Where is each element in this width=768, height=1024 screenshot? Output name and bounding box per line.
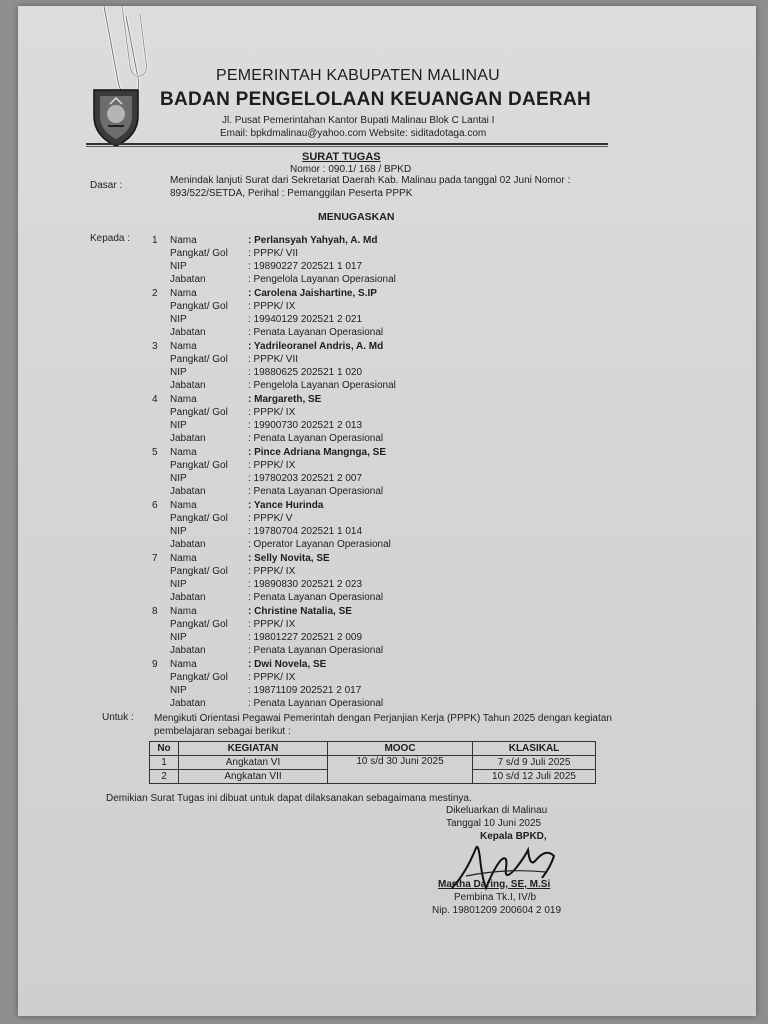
- field-label-jabatan: Jabatan: [170, 698, 206, 709]
- person-nama: : Dwi Novela, SE: [248, 659, 327, 670]
- field-label-jabatan: Jabatan: [170, 645, 206, 656]
- field-label-pangkat: Pangkat/ Gol: [170, 619, 228, 630]
- person-pangkat: : PPPK/ IX: [248, 460, 296, 471]
- kepada-label: Kepada :: [90, 233, 131, 244]
- header-contact: Email: bpkdmalinau@yahoo.com Website: siditadotaga.com: [220, 128, 487, 139]
- sign-name: Martha Daring, SE, M.Si: [438, 879, 551, 890]
- header-line2: BADAN PENGELOLAAN KEUANGAN DAERAH: [160, 89, 592, 110]
- untuk-text: Mengikuti Orientasi Pegawai Pemerintah dengan Perjanjian Kerja (PPPK) Tahun 2025 dengan kegiatan pembelajaran sebagai berikut :: [154, 713, 612, 737]
- person-pangkat: : PPPK/ IX: [248, 301, 296, 312]
- document-page: [18, 6, 756, 1016]
- cell-mooc: 10 s/d 30 Juni 2025: [328, 756, 473, 784]
- field-label-nip: NIP: [170, 261, 187, 272]
- field-label-nip: NIP: [170, 473, 187, 484]
- person-number: 5: [152, 447, 158, 458]
- person-nama: : Selly Novita, SE: [248, 553, 330, 564]
- sign-rank: Pembina Tk.I, IV/b: [454, 892, 537, 903]
- cell-no: 1: [150, 756, 179, 770]
- field-label-nip: NIP: [170, 314, 187, 325]
- person-number: 1: [152, 235, 158, 246]
- person-number: 9: [152, 659, 158, 670]
- person-pangkat: : PPPK/ VII: [248, 248, 299, 259]
- menugaskan-heading: MENUGASKAN: [318, 211, 395, 223]
- dasar-label: Dasar :: [90, 180, 123, 191]
- person-jabatan: : Pengelola Layanan Operasional: [248, 380, 396, 391]
- document-number: Nomor : 090.1/ 168 / BPKD: [290, 164, 412, 175]
- person-nama: : Christine Natalia, SE: [248, 606, 352, 617]
- activity-table: [149, 741, 596, 784]
- dasar-text: Menindak lanjuti Surat dari Sekretariat Daerah Kab. Malinau pada tanggal 02 Juni Nomor : 893/522/SETDA, Perihal : Pemanggilan Peserta PPPK: [170, 175, 571, 199]
- person-jabatan: : Penata Layanan Operasional: [248, 486, 384, 497]
- header-line1: PEMERINTAH KABUPATEN MALINAU: [216, 67, 500, 84]
- cell-klasikal: 7 s/d 9 Juli 2025: [473, 756, 596, 770]
- field-label-nama: Nama: [170, 606, 197, 617]
- person-jabatan: : Penata Layanan Operasional: [248, 645, 384, 656]
- header-rule-thin: [86, 146, 608, 147]
- untuk-label: Untuk :: [102, 712, 134, 723]
- document-title: SURAT TUGAS: [302, 151, 381, 163]
- field-label-jabatan: Jabatan: [170, 539, 206, 550]
- cell-kegiatan: Angkatan VII: [179, 770, 328, 784]
- header-address: Jl. Pusat Pemerintahan Kantor Bupati Malinau Blok C Lantai I: [222, 115, 495, 126]
- sign-nip: Nip. 19801209 200604 2 019: [432, 905, 562, 916]
- person-nama: : Yance Hurinda: [248, 500, 324, 511]
- person-number: 8: [152, 606, 158, 617]
- col-header-klasikal: KLASIKAL: [473, 742, 596, 756]
- person-nama: : Carolena Jaishartine, S.IP: [248, 288, 377, 299]
- field-label-nip: NIP: [170, 526, 187, 537]
- field-label-nip: NIP: [170, 579, 187, 590]
- sign-place: Dikeluarkan di Malinau: [446, 805, 548, 816]
- header-rule: [86, 143, 608, 145]
- field-label-nip: NIP: [170, 367, 187, 378]
- person-number: 6: [152, 500, 158, 511]
- cell-klasikal: 10 s/d 12 Juli 2025: [473, 770, 596, 784]
- col-header-no: No: [150, 742, 179, 756]
- person-pangkat: : PPPK/ VII: [248, 354, 299, 365]
- field-label-jabatan: Jabatan: [170, 274, 206, 285]
- person-jabatan: : Penata Layanan Operasional: [248, 433, 384, 444]
- person-jabatan: : Penata Layanan Operasional: [248, 327, 384, 338]
- col-header-mooc: MOOC: [328, 742, 473, 756]
- person-pangkat: : PPPK/ IX: [248, 407, 296, 418]
- person-nama: : Margareth, SE: [248, 394, 322, 405]
- field-label-jabatan: Jabatan: [170, 327, 206, 338]
- field-label-nip: NIP: [170, 420, 187, 431]
- person-nip: : 19940129 202521 2 021: [248, 314, 362, 325]
- cell-kegiatan: Angkatan VI: [179, 756, 328, 770]
- field-label-nama: Nama: [170, 341, 197, 352]
- field-label-nama: Nama: [170, 659, 197, 670]
- table-header-row: [150, 742, 596, 756]
- person-nip: : 19880625 202521 1 020: [248, 367, 362, 378]
- person-number: 3: [152, 341, 158, 352]
- person-pangkat: : PPPK/ V: [248, 513, 293, 524]
- field-label-pangkat: Pangkat/ Gol: [170, 354, 228, 365]
- field-label-nama: Nama: [170, 235, 197, 246]
- person-nama: : Perlansyah Yahyah, A. Md: [248, 235, 378, 246]
- field-label-jabatan: Jabatan: [170, 433, 206, 444]
- field-label-pangkat: Pangkat/ Gol: [170, 407, 228, 418]
- person-jabatan: : Penata Layanan Operasional: [248, 698, 384, 709]
- field-label-nama: Nama: [170, 288, 197, 299]
- person-number: 4: [152, 394, 158, 405]
- field-label-nama: Nama: [170, 447, 197, 458]
- sign-role: Kepala BPKD,: [480, 831, 547, 842]
- person-pangkat: : PPPK/ IX: [248, 566, 296, 577]
- field-label-nama: Nama: [170, 394, 197, 405]
- field-label-pangkat: Pangkat/ Gol: [170, 301, 228, 312]
- person-nip: : 19890830 202521 2 023: [248, 579, 362, 590]
- field-label-nip: NIP: [170, 685, 187, 696]
- person-nip: : 19780704 202521 1 014: [248, 526, 362, 537]
- field-label-nip: NIP: [170, 632, 187, 643]
- person-nip: : 19900730 202521 2 013: [248, 420, 362, 431]
- cell-no: 2: [150, 770, 179, 784]
- field-label-jabatan: Jabatan: [170, 380, 206, 391]
- person-nip: : 19801227 202521 2 009: [248, 632, 362, 643]
- closing-statement: Demikian Surat Tugas ini dibuat untuk dapat dilaksanakan sebagaimana mestinya.: [106, 793, 472, 804]
- person-nip: : 19780203 202521 2 007: [248, 473, 362, 484]
- field-label-jabatan: Jabatan: [170, 592, 206, 603]
- col-header-kegiatan: KEGIATAN: [179, 742, 328, 756]
- person-jabatan: : Penata Layanan Operasional: [248, 592, 384, 603]
- person-nama: : Pince Adriana Mangnga, SE: [248, 447, 386, 458]
- field-label-pangkat: Pangkat/ Gol: [170, 248, 228, 259]
- table-row: [150, 756, 596, 770]
- person-nip: : 19890227 202521 1 017: [248, 261, 362, 272]
- person-nip: : 19871109 202521 2 017: [248, 685, 362, 696]
- field-label-nama: Nama: [170, 553, 197, 564]
- field-label-jabatan: Jabatan: [170, 486, 206, 497]
- person-pangkat: : PPPK/ IX: [248, 672, 296, 683]
- person-nama: : Yadrileoranel Andris, A. Md: [248, 341, 384, 352]
- field-label-pangkat: Pangkat/ Gol: [170, 672, 228, 683]
- person-number: 7: [152, 553, 158, 564]
- person-pangkat: : PPPK/ IX: [248, 619, 296, 630]
- field-label-pangkat: Pangkat/ Gol: [170, 460, 228, 471]
- sign-date: Tanggal 10 Juni 2025: [446, 818, 542, 829]
- malinau-crest-icon: [90, 86, 142, 148]
- field-label-nama: Nama: [170, 500, 197, 511]
- person-number: 2: [152, 288, 158, 299]
- field-label-pangkat: Pangkat/ Gol: [170, 566, 228, 577]
- field-label-pangkat: Pangkat/ Gol: [170, 513, 228, 524]
- person-jabatan: : Operator Layanan Operasional: [248, 539, 391, 550]
- person-jabatan: : Pengelola Layanan Operasional: [248, 274, 396, 285]
